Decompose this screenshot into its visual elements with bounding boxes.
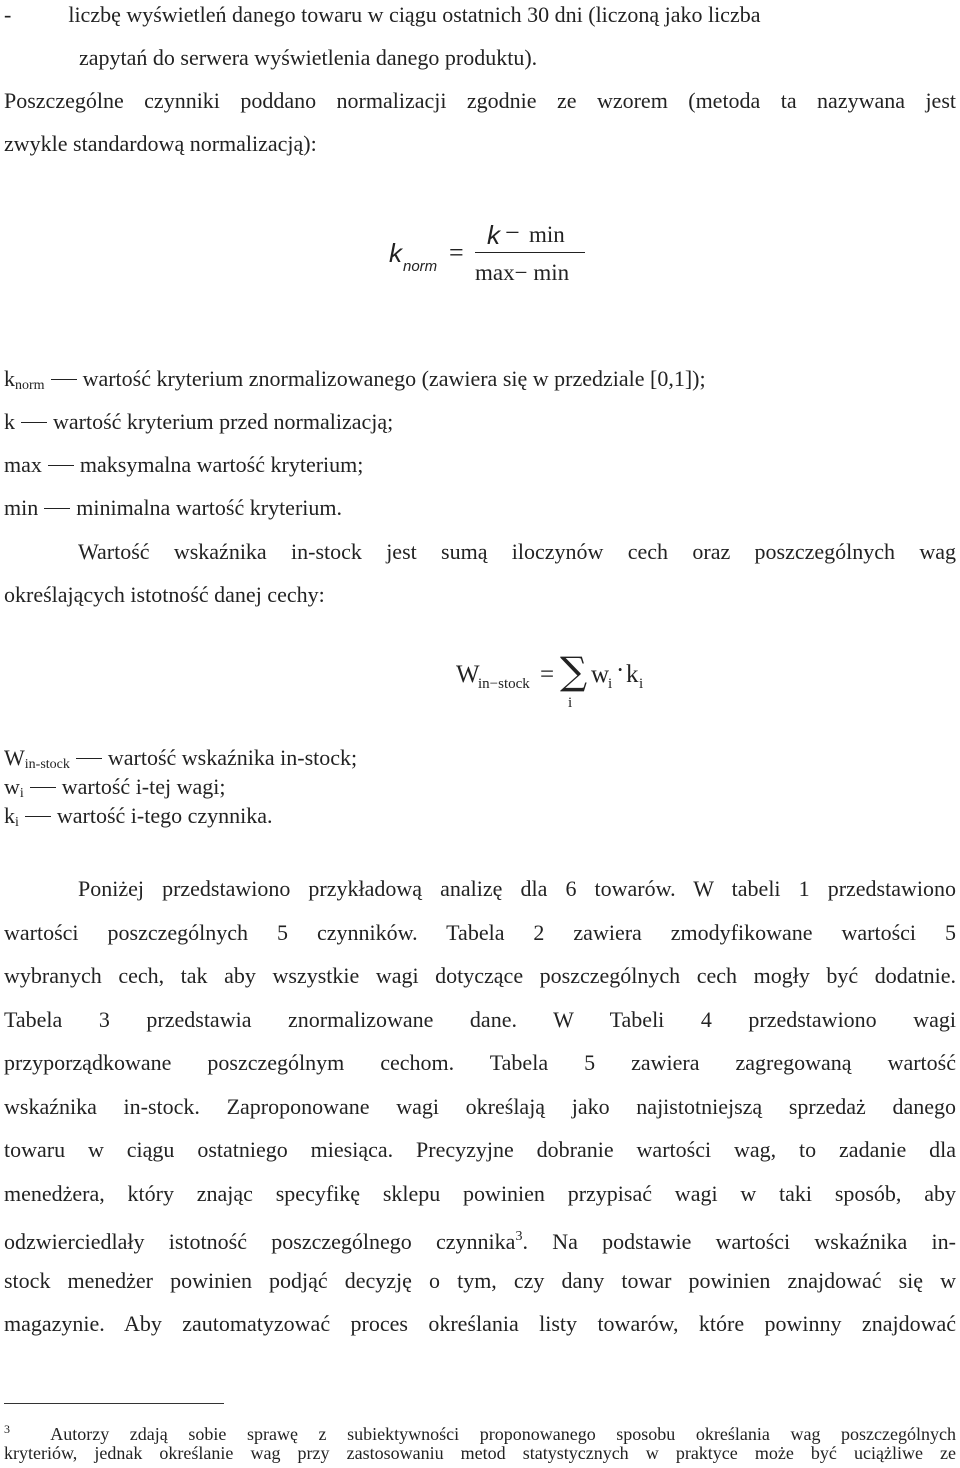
formula-denominator: max− min (475, 260, 570, 285)
definition-ki (4, 803, 956, 836)
footnote-mark: 3 (4, 1422, 10, 1436)
definition-symbol: w (4, 774, 20, 799)
definition-symbol: k (4, 803, 15, 828)
in-stock-formula (456, 649, 676, 725)
em-dash (44, 508, 70, 509)
formula-w: w (591, 661, 610, 688)
paragraph-line: określających istotność danej cechy: (4, 582, 325, 607)
definition-text: maksymalna wartość kryterium; (79, 452, 364, 477)
paragraph-line: Poniżej przedstawiono przykładową analizę dla 6 towarów. W tabeli 1 przedstawiono (78, 876, 956, 901)
em-dash (30, 787, 56, 788)
list-dash: - (4, 2, 12, 27)
list-item (4, 2, 956, 28)
footnote-separator (4, 1403, 224, 1404)
definition-subscript: norm (15, 378, 45, 393)
definition-max (4, 452, 956, 478)
definition-min (4, 495, 956, 521)
paragraph-line: Poszczególne czynniki poddano normalizacji zgodnie ze wzorem (metoda ta nazywana jest (4, 88, 956, 113)
definition-text: wartość i-tego czynnika. (56, 803, 273, 828)
formula-numerator-min: min (529, 222, 565, 247)
list-item-continuation: zapytań do serwera wyświetlenia danego produktu). (79, 45, 538, 70)
definition-text: wartość kryterium przed normalizacją; (53, 409, 394, 434)
paragraph-line: zwykle standardową normalizacją): (4, 131, 317, 156)
footnote-line (4, 1418, 956, 1445)
fraction-bar (475, 252, 585, 253)
definition-symbol: k (4, 366, 15, 391)
paragraph-line: magazynie. Aby zautomatyzować proces określania listy towarów, które powinny znajdować (4, 1311, 956, 1336)
formula-k-sub: i (639, 676, 644, 692)
paragraph-line: wybranych cech, tak aby wszystkie wagi dotyczące poszczególnych cech mogły być dodatnie. (4, 963, 956, 988)
footnote-text: Autorzy zdają sobie sprawę z subiektywności proponowanego sposobu określania wag poszczególnych (50, 1424, 957, 1444)
em-dash (51, 379, 77, 380)
definition-k-norm (4, 366, 956, 399)
definition-subscript: i (15, 815, 19, 830)
definition-text: wartość kryterium znormalizowanego (zawiera się w przedziale [0,1]); (82, 366, 706, 391)
em-dash (25, 816, 51, 817)
formula-w-sub: i (608, 676, 613, 692)
formula-dot: · (616, 657, 625, 684)
formula-equals: = (540, 661, 555, 688)
normalization-formula (389, 218, 589, 292)
definition-subscript: in-stock (24, 757, 70, 772)
formula-numerator-k: k (487, 220, 500, 250)
formula-lhs-sub: in−stock (478, 676, 530, 692)
paragraph-line-with-footnote-ref (4, 1224, 956, 1255)
definition-symbol: max (4, 452, 42, 477)
em-dash (48, 465, 74, 466)
definition-symbol: min (4, 495, 39, 520)
definition-text: minimalna wartość kryterium. (76, 495, 342, 520)
paragraph-line: Wartość wskaźnika in-stock jest sumą iloczynów cech oraz poszczególnych wag (78, 539, 956, 564)
sum-index: i (568, 695, 573, 711)
paragraph-line: przyporządkowane poszczególnym cechom. Tabela 5 zawiera zagregowaną wartość (4, 1050, 956, 1075)
definition-text: wartość i-tej wagi; (61, 774, 226, 799)
definition-k (4, 409, 956, 435)
definition-symbol: k (4, 409, 15, 434)
paragraph-text: . Na podstawie wartości wskaźnika in- (522, 1229, 956, 1254)
em-dash (21, 422, 47, 423)
paragraph-line: wartości poszczególnych 5 czynników. Tabela 2 zawiera zmodyfikowane wartości 5 (4, 920, 956, 945)
formula-lhs: k (389, 238, 402, 268)
formula-numerator-minus: − (505, 218, 520, 247)
paragraph-line: menedżera, który znając specyfikę sklepu powinien przypisać wagi w taki sposób, aby (4, 1181, 956, 1206)
paragraph-line: towaru w ciągu ostatniego miesiąca. Precyzyjne dobranie wartości wag, to zadanie dla (4, 1137, 956, 1162)
definition-text: wartość wskaźnika in-stock; (107, 745, 358, 770)
paragraph-line: wskaźnika in-stock. Zaproponowane wagi określają jako najistotniejszą sprzedaż danego (4, 1094, 956, 1119)
footnote-line: kryteriów, jednak określanie wag przy zastosowaniu metod statystycznych w praktyce może być uciążliwe ze (4, 1443, 956, 1463)
em-dash (76, 758, 102, 759)
formula-k: k (626, 661, 639, 688)
formula-equals: = (449, 238, 464, 267)
footnote-reference[interactable]: 3 (515, 1229, 523, 1244)
definition-subscript: i (19, 786, 24, 801)
definition-symbol: W (4, 745, 25, 770)
formula-lhs-sub: norm (403, 258, 438, 275)
paragraph-line: stock menedżer powinien podjąć decyzję o tym, czy dany towar powinien znajdować się w (4, 1268, 956, 1293)
list-item-text: liczbę wyświetleń danego towaru w ciągu ostatnich 30 dni (liczoną jako liczba (68, 2, 761, 27)
sum-symbol: ∑ (560, 649, 588, 693)
formula-lhs: W (456, 661, 480, 688)
paragraph-line: Tabela 3 przedstawia znormalizowane dane. W Tabeli 4 przedstawiono wagi (4, 1007, 956, 1032)
paragraph-text: odzwierciedlały istotność poszczególnego czynnika (4, 1229, 516, 1254)
